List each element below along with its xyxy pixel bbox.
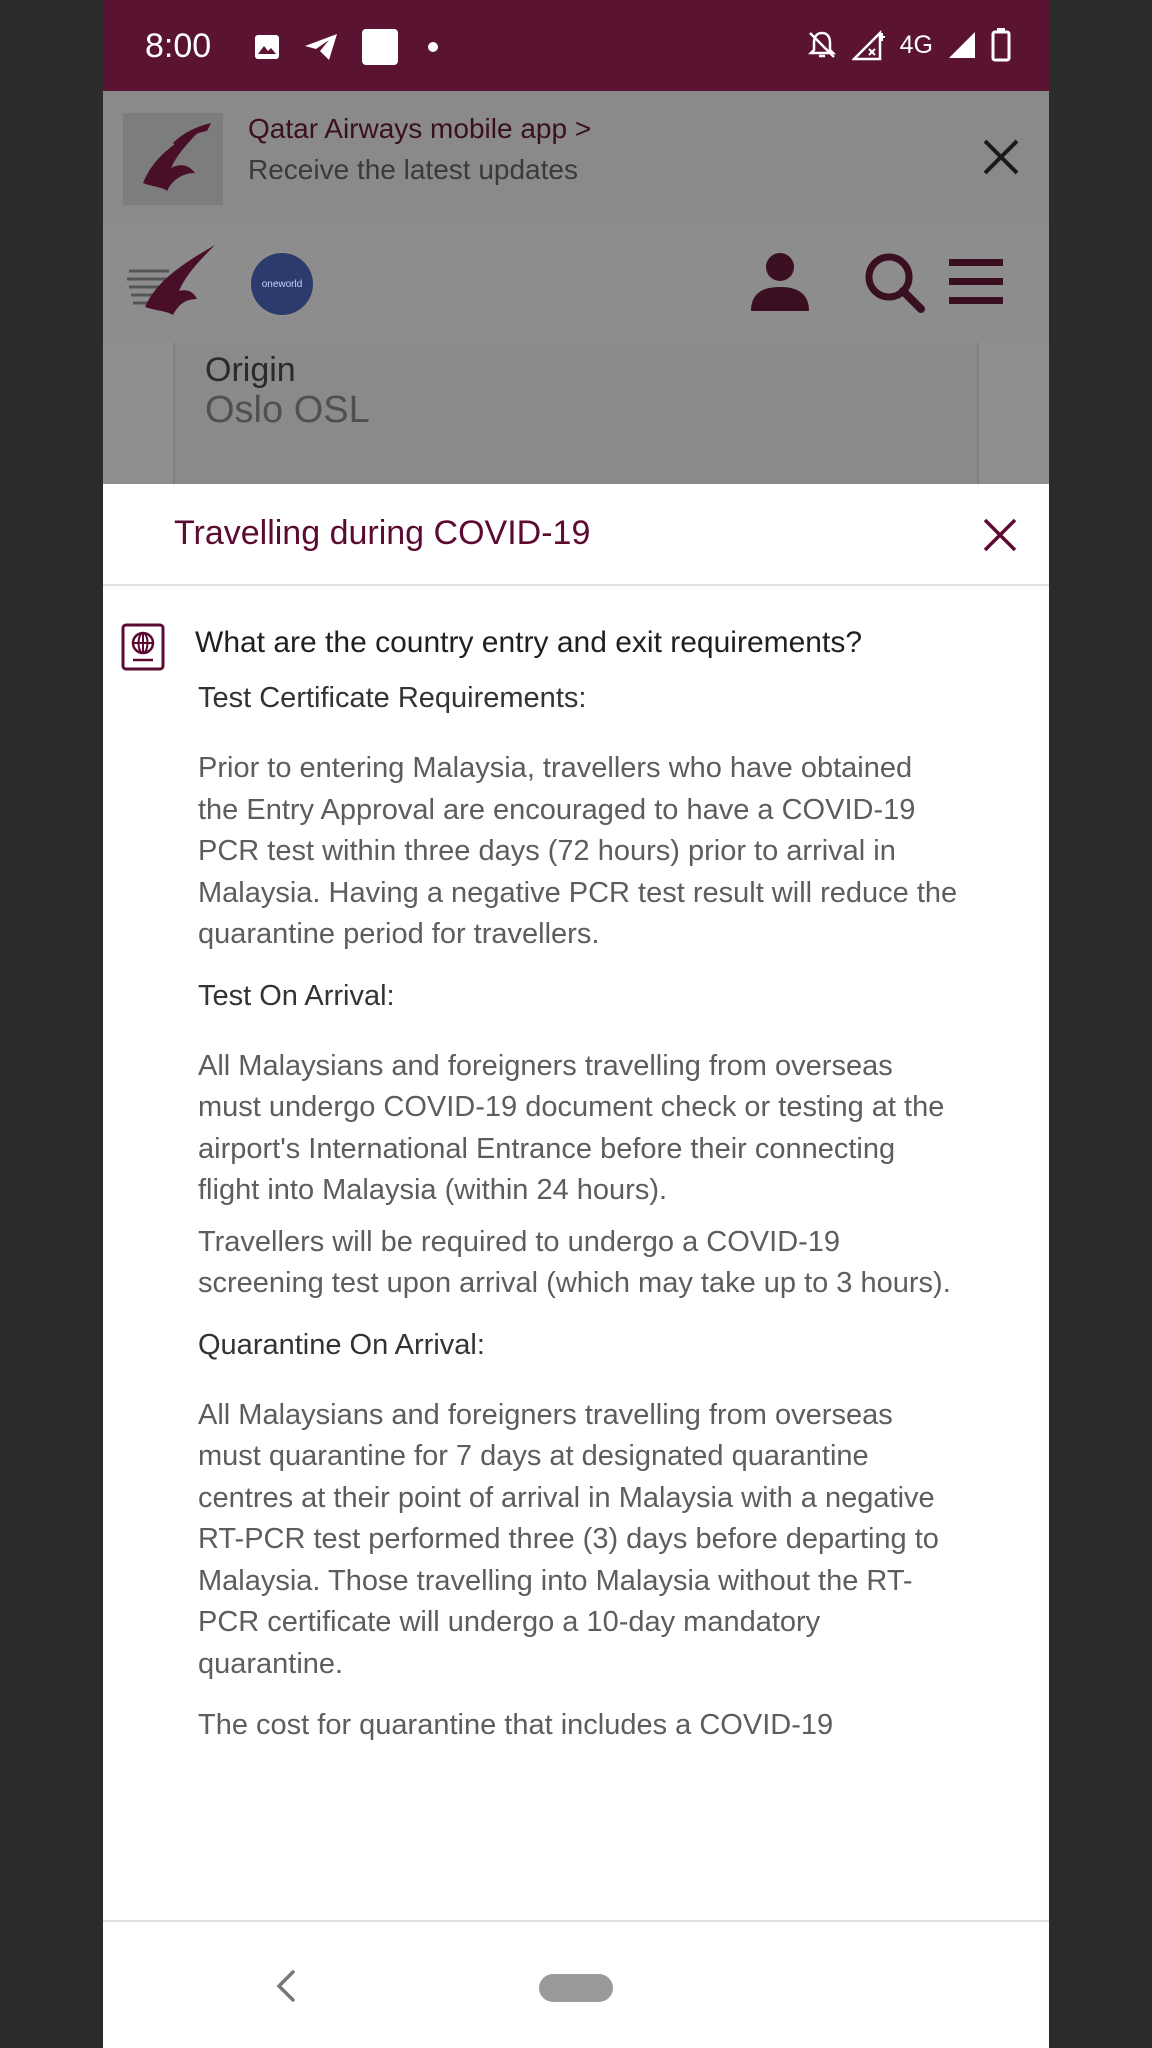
battery-icon <box>991 28 1011 62</box>
section-heading: Quarantine On Arrival: <box>198 1328 485 1361</box>
section-heading: Test On Arrival: <box>198 979 395 1012</box>
notification-icons <box>253 28 445 66</box>
status-bar <box>103 0 1049 91</box>
account-icon[interactable] <box>745 247 815 317</box>
square-icon <box>361 28 399 66</box>
signal-icon <box>947 30 977 60</box>
home-pill[interactable] <box>539 1974 613 2002</box>
modal-title: Travelling during COVID-19 <box>174 514 591 552</box>
site-header <box>103 223 1049 343</box>
section-paragraph: The cost for quarantine that includes a COVID-19 <box>198 1709 834 1741</box>
banner-title[interactable]: Qatar Airways mobile app > <box>248 113 592 144</box>
menu-icon[interactable] <box>943 247 1013 317</box>
requirements-question: What are the country entry and exit requirements? <box>195 626 863 659</box>
covid-modal <box>103 484 1049 1920</box>
bell-off-icon <box>806 29 838 61</box>
system-icons <box>806 28 1011 62</box>
banner-subtitle: Receive the latest updates <box>248 154 578 185</box>
back-icon[interactable] <box>271 1966 301 2006</box>
banner-close-icon[interactable] <box>971 127 1031 187</box>
app-banner[interactable] <box>103 91 1049 223</box>
section-paragraph: Prior to entering Malaysia, travellers who have obtained the Entry Approval are encouraged to have a COVID-19 PCR test within three days (72 hours) prior to arrival in Malaysia. Having a negative PCR test result will reduce the quarantine period for travellers. <box>198 752 958 950</box>
origin-label: Origin <box>205 351 296 389</box>
system-nav-bar <box>103 1920 1049 2048</box>
oneworld-logo: oneworld <box>251 253 313 315</box>
section-paragraph: Travellers will be required to undergo a COVID-19 screening test upon arrival (which may take up to 3 hours). <box>198 1225 951 1299</box>
requirements-content <box>198 678 958 1747</box>
origin-value[interactable]: Oslo OSL <box>205 389 370 431</box>
passport-icon <box>120 622 166 672</box>
telegram-icon <box>303 32 339 62</box>
close-icon[interactable] <box>977 512 1023 558</box>
phone-screen <box>103 0 1049 2048</box>
status-time: 8:00 <box>145 27 212 65</box>
origin-field[interactable] <box>173 343 979 484</box>
section-paragraph: All Malaysians and foreigners travelling from overseas must undergo COVID-19 document check or testing at the airport's International Entrance before their connecting flight into Malaysia (within 24 hours). <box>198 1049 945 1206</box>
dot-icon <box>421 35 445 59</box>
signal-x-icon <box>852 29 886 61</box>
background-page <box>103 91 1049 484</box>
qatar-airways-logo-icon[interactable] <box>123 241 223 326</box>
modal-body[interactable] <box>103 586 1049 1920</box>
modal-header <box>103 484 1049 586</box>
image-icon <box>253 33 281 61</box>
network-type: 4G <box>899 30 933 59</box>
section-paragraph: All Malaysians and foreigners travelling from overseas must quarantine for 7 days at designated quarantine centres at their point of arrival in Malaysia with a negative RT-PCR test performed three (3) days before departing to Malaysia. Those travelling into Malaysia without the RT-PCR certificate will undergo a 10-day mandatory quarantine. <box>198 1398 939 1680</box>
section-heading: Test Certificate Requirements: <box>198 682 587 714</box>
qatar-logo-icon <box>123 113 223 205</box>
search-icon[interactable] <box>859 247 929 317</box>
